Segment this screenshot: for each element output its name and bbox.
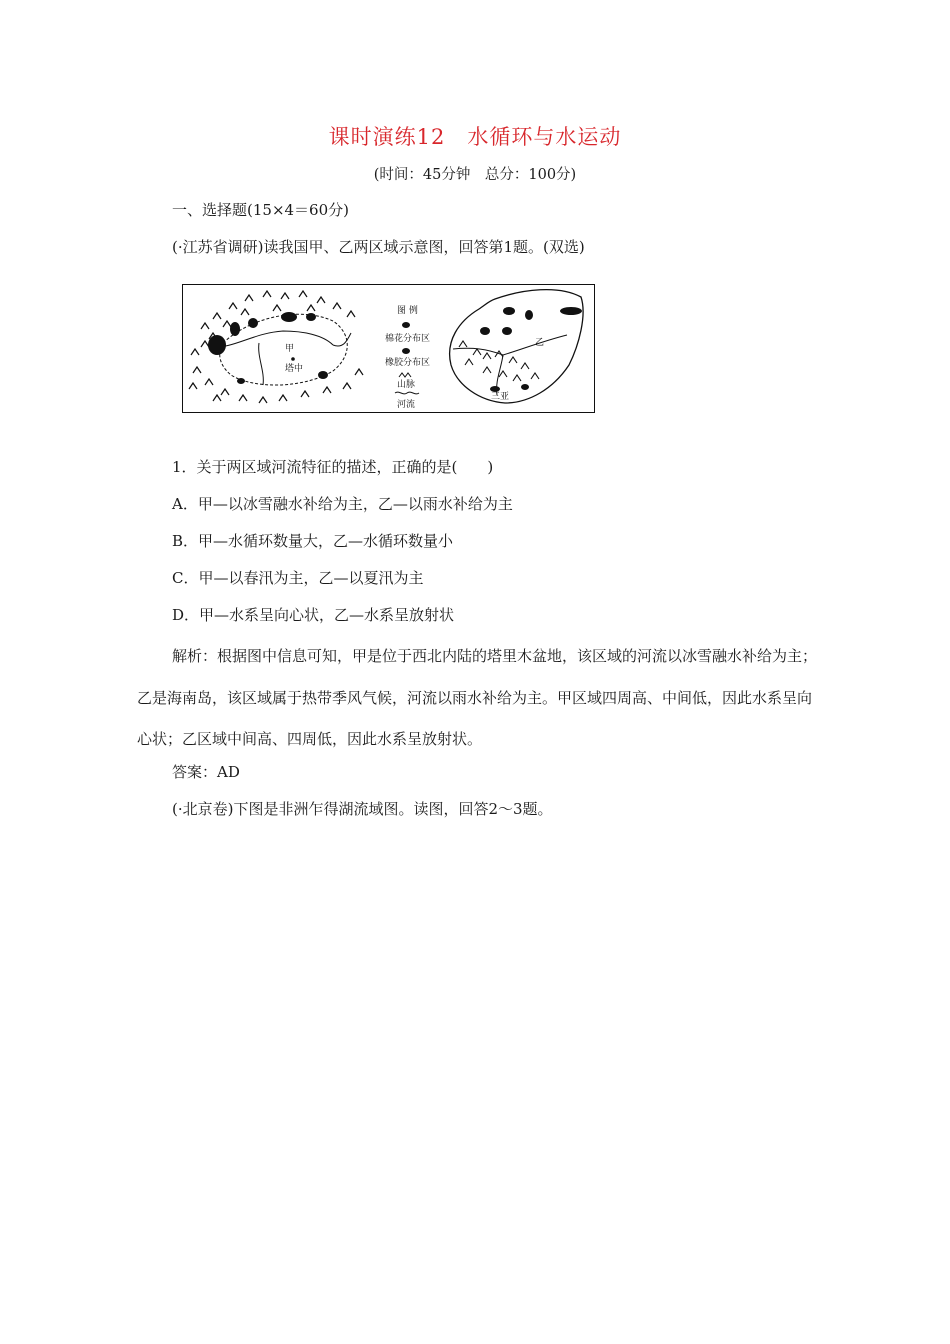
question-intro: (·江苏省调研)读我国甲、乙两区域示意图，回答第1题。(双选) [172, 238, 585, 256]
section-heading: 一、选择题(15×4＝60分) [172, 201, 349, 219]
option-c: C．甲—以春汛为主，乙—以夏汛为主 [172, 569, 424, 587]
legend-mountain: 山脉 [397, 380, 416, 390]
map-legend [385, 304, 430, 410]
hainan-island-outline [450, 290, 583, 403]
region-map-figure [182, 284, 595, 413]
page-title: 课时演练12 水循环与水运动 [328, 125, 622, 149]
river-lines [211, 331, 351, 385]
legend-cotton: 棉花分布区 [385, 334, 431, 344]
label-yi: 乙 [535, 338, 545, 348]
question-1-stem: 1．关于两区域河流特征的描述，正确的是( ) [172, 458, 494, 476]
label-jia: 甲 [285, 344, 295, 354]
answer: 答案：AD [172, 763, 240, 781]
legend-rubber: 橡胶分布区 [385, 358, 431, 368]
analysis-paragraph: 解析：根据图中信息可知，甲是位于西北内陆的塔里木盆地，该区域的河流以冰雪融水补给为主；乙是海南岛，该区域属于热带季风气候，河流以雨水补给为主。甲区域四周高、中间低，因此水系呈向心状；乙区域中间高、四周低，因此水系呈放射状。 [137, 647, 818, 748]
question-intro-2: (·北京卷)下图是非洲乍得湖流域图。读图，回答2～3题。 [172, 800, 553, 818]
option-a: A．甲—以冰雪融水补给为主，乙—以雨水补给为主 [172, 495, 513, 513]
label-sanya: 三亚 [491, 392, 510, 402]
exam-info: (时间：45分钟 总分：100分) [373, 167, 577, 183]
legend-title: 图 例 [397, 306, 418, 316]
label-tazhong: 塔中 [285, 364, 304, 374]
legend-river: 河流 [397, 400, 416, 410]
rubber-areas [480, 307, 582, 392]
option-d: D．甲—水系呈向心状，乙—水系呈放射状 [172, 606, 455, 624]
option-b: B．甲—水循环数量大，乙—水循环数量小 [172, 532, 454, 550]
